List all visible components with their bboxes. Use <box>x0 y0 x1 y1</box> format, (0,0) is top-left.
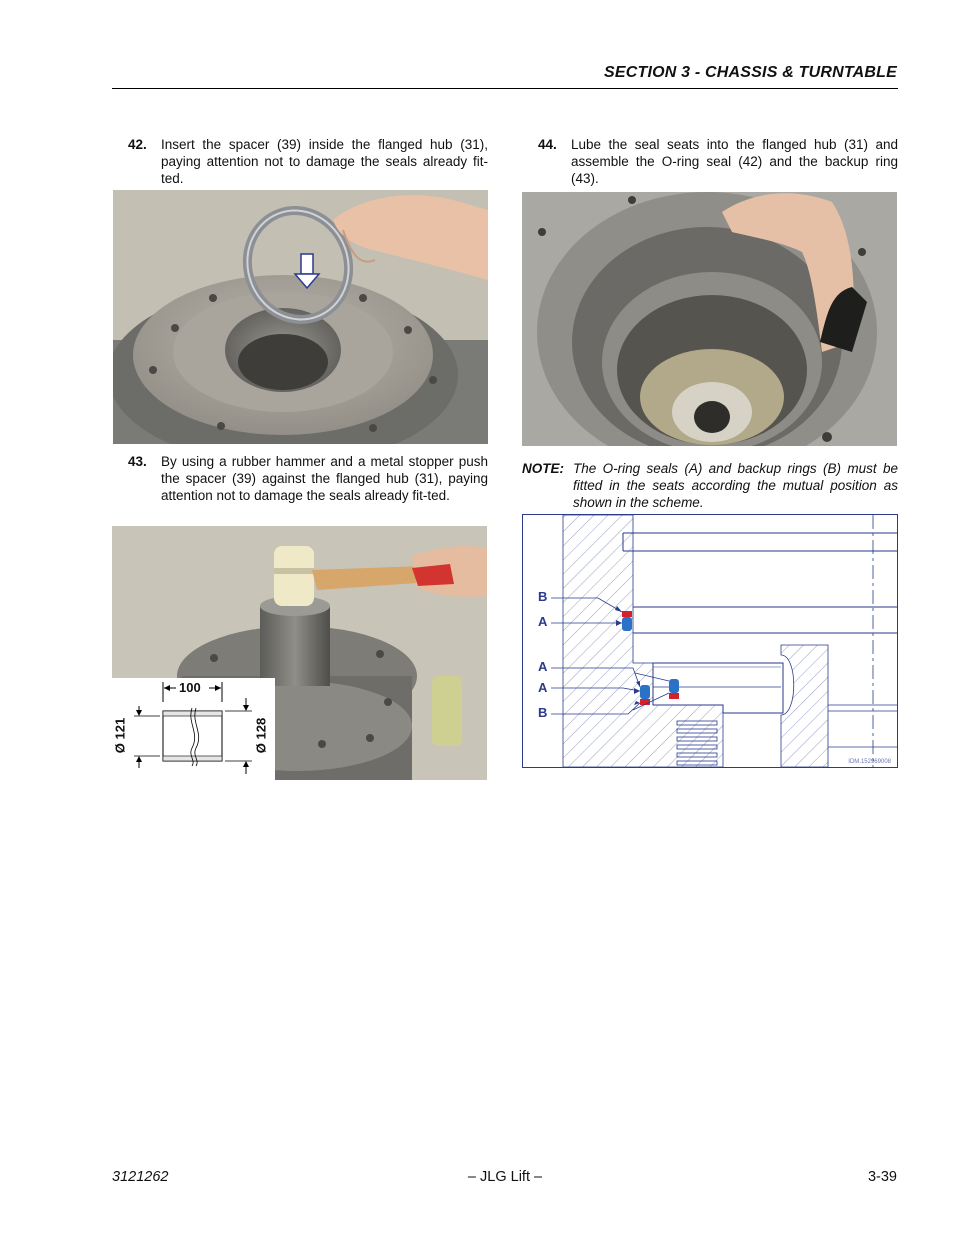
label-backup-ring-top: B <box>538 589 548 604</box>
photo-seal-assembly <box>522 192 897 446</box>
footer-center: – JLG Lift – <box>467 1169 543 1185</box>
note-label: NOTE: <box>522 461 564 476</box>
label-oring-lower-1: A <box>538 659 548 674</box>
step-text: Insert the spacer (39) inside the flanged hub (31), paying attention not to damage the seals already fit-ted. <box>161 137 488 187</box>
step-number: 44. <box>538 137 557 152</box>
step-text: By using a rubber hammer and a metal stopper push the spacer (39) against the flanged hub (31), paying attention not to damage the seals already fit-ted. <box>161 454 488 504</box>
label-oring-lower-2: A <box>538 680 548 695</box>
header-divider <box>112 88 898 89</box>
length-dimension: 100 <box>179 680 201 695</box>
section-title: SECTION 3 - CHASSIS & TURNTABLE <box>603 64 897 81</box>
step-number: 43. <box>128 454 147 469</box>
label-oring-top: A <box>538 614 548 629</box>
note-text: The O-ring seals (A) and backup rings (B) must be fitted in the seats according the mutual position as shown in the scheme. <box>573 461 898 511</box>
footer-page-number: 3-39 <box>867 1169 897 1185</box>
inner-diameter-dimension: Ø 121 <box>112 717 128 754</box>
footer-doc-number: 3121262 <box>112 1169 169 1185</box>
outer-diameter-dimension: Ø 128 <box>253 717 269 754</box>
step-number: 42. <box>128 137 147 152</box>
step-text: Lube the seal seats into the flanged hub (31) and assemble the O-ring seal (42) and the backup ring (43). <box>571 137 898 187</box>
spacer-dimension-drawing <box>112 678 275 780</box>
seal-position-scheme <box>522 514 898 768</box>
label-backup-ring-lower: B <box>538 705 548 720</box>
drawing-code: IDM.152969008 <box>848 759 891 765</box>
photo-spacer-insertion <box>113 190 488 444</box>
